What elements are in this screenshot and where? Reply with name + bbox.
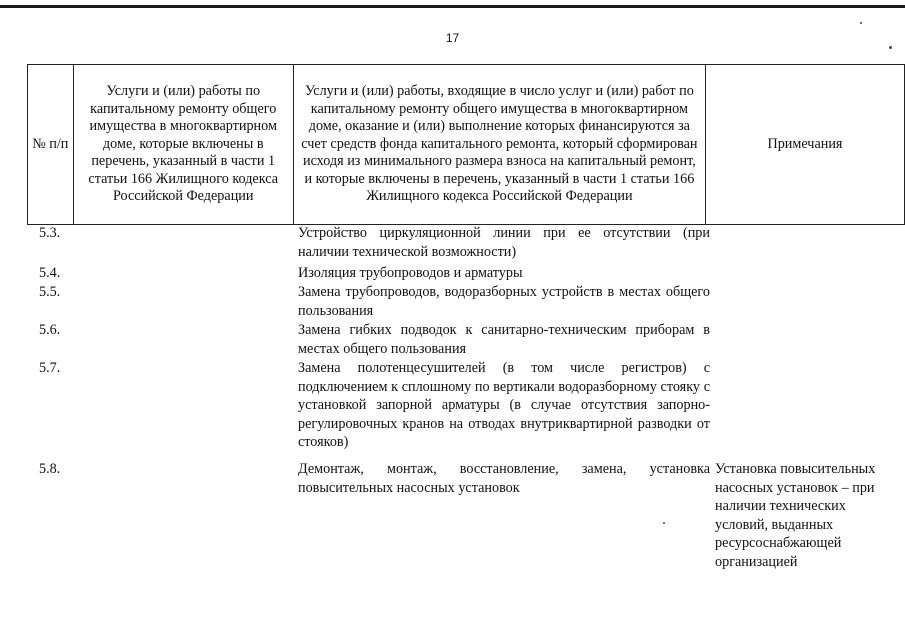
header-services: Услуги и (или) работы по капитальному ремонту общего имущества в многоквартирном доме, которые включены в перечень, указанный в части 1 статьи 166 Жилищного кодекса Российской Федерации [73, 65, 293, 225]
row-number: 5.7. [39, 360, 61, 376]
row-description: Замена трубопроводов, водоразборных устройств в местах общего пользования [298, 284, 710, 319]
row-description: Замена гибких подводок к санитарно-техническим приборам в местах общего пользования [298, 322, 710, 357]
page-number: 17 [445, 31, 460, 45]
header-number: № п/п [28, 65, 74, 225]
row-number: 5.8. [39, 461, 61, 477]
top-border-line [0, 5, 905, 8]
row-number: 5.4. [39, 265, 61, 281]
row-description: Изоляция трубопроводов и арматуры [298, 265, 523, 281]
row-description: Демонтаж, монтаж, восстановление, замена, установка повысительных насосных установок [298, 461, 710, 496]
row-number: 5.5. [39, 284, 61, 300]
row-description: Замена полотенцесушителей (в том числе регистров) с подключением к сплошному по вертикали водоразборному стояку с установкой запорной арматуры (в случае отсутствия запорно-регулировочных кранов на отводах внутриквартирной разводки от стояков) [298, 360, 710, 450]
row-note: Установка повысительных насосных установок – при наличии технических условий, выданных ресурсоснабжающей организацией [715, 461, 876, 570]
row-number: 5.6. [39, 322, 61, 338]
scan-speck [889, 46, 892, 49]
row-description: Устройство циркуляционной линии при ее отсутствии (при наличии технической возможности) [298, 225, 710, 260]
header-included-services: Услуги и (или) работы, входящие в число услуг и (или) работ по капитальному ремонту общего имущества в многоквартирном доме, оказание и (или) выполнение которых финансируются за счет средств фонда капитального ремонта, который сформирован исходя из минимального размера взноса на капитальный ремонт, и которые включены в перечень, указанный в части 1 статьи 166 Жилищного кодекса Российской Федерации [293, 65, 705, 225]
row-number: 5.3. [39, 225, 61, 241]
scan-speck [663, 522, 665, 524]
scan-speck [860, 22, 862, 24]
table-header [27, 64, 905, 225]
header-notes: Примечания [705, 65, 904, 225]
